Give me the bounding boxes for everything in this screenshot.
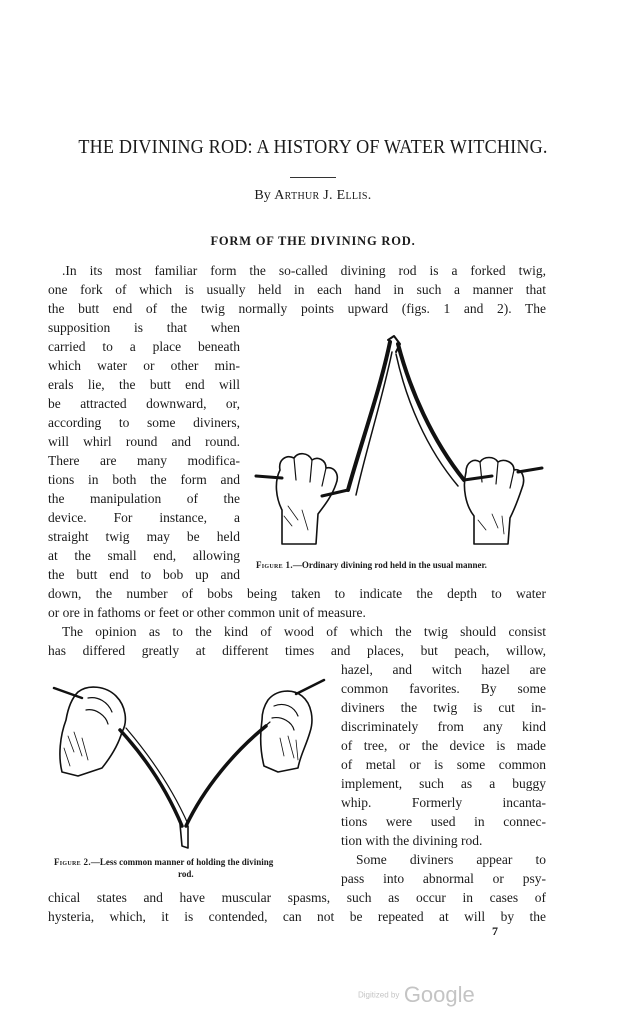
text-line: erals lie, the butt end will [48, 377, 240, 392]
text-line: has differed greatly at different times and places, but peach, willow, [48, 643, 546, 658]
text-line: Some diviners appear to [356, 852, 546, 867]
text-line: whip. Formerly incanta- [341, 795, 546, 810]
text-line: down, the number of bobs being taken to indicate the depth to water [48, 586, 546, 601]
article-title: THE DIVINING ROD: A HISTORY OF WATER WITCHING. [78, 137, 548, 158]
text-line: .In its most familiar form the so-called divining rod is a forked twig, [62, 263, 546, 278]
digitized-watermark [358, 982, 475, 1008]
page-number: 7 [492, 924, 498, 938]
text-line: of tree, or the device is made [341, 738, 546, 753]
text-line: tions in both the form and [48, 472, 240, 487]
text-line: There are many modifica- [48, 453, 240, 468]
figure-1-caption [256, 560, 487, 570]
text-line: pass into abnormal or psy- [341, 871, 546, 886]
title-rule [290, 177, 336, 178]
text-line: or ore in fathoms or feet or other common unit of measure. [48, 605, 366, 620]
text-line: device. For instance, a [48, 510, 240, 525]
figure-2-illustration [48, 676, 332, 856]
text-line: which water or other min- [48, 358, 240, 373]
figure-1-text: —Ordinary divining rod held in the usual manner. [292, 560, 487, 570]
text-line: diviners the twig is cut in- [341, 700, 546, 715]
watermark-small-text: Digitized by [358, 990, 400, 1000]
text-line: the manipulation of the [48, 491, 240, 506]
text-line: supposition is that when [48, 320, 240, 335]
text-line: common favorites. By some [341, 681, 546, 696]
text-line: be attracted downward, or, [48, 396, 240, 411]
text-line: the butt end to bob up and [48, 567, 240, 582]
figure-2-label: Figure 2. [54, 857, 91, 867]
figure-1-label: Figure 1. [256, 560, 293, 570]
section-heading: FORM OF THE DIVINING ROD. [210, 234, 416, 248]
text-line: tions were used in connec- [341, 814, 546, 829]
text-line: of metal or is some common [341, 757, 546, 772]
text-line: The opinion as to the kind of wood of which the twig should consist [62, 624, 546, 639]
watermark-logo-text: Google [403, 982, 475, 1007]
text-line: will whirl round and round. [48, 434, 240, 449]
byline [0, 188, 626, 204]
figure-2-caption-line-2: rod. [178, 869, 194, 879]
text-line: discriminately from any kind [341, 719, 546, 734]
text-line: according to some diviners, [48, 415, 240, 430]
text-line: implement, such as a buggy [341, 776, 546, 791]
text-line: hysteria, which, it is contended, can not be repeated at will by the [48, 909, 546, 924]
text-line: one fork of which is usually held in each hand in such a manner that [48, 282, 546, 297]
text-line: at the small end, allowing [48, 548, 240, 563]
text-line: the butt end of the twig normally points upward (figs. 1 and 2). The [48, 301, 546, 316]
text-line: chical states and have muscular spasms, such as occur in cases of [48, 890, 546, 905]
figure-2-text: —Less common manner of holding the divining [90, 857, 274, 867]
byline-prefix: By [254, 188, 275, 203]
author-name: Arthur J. Ellis. [274, 188, 372, 203]
figure-1-illustration [252, 330, 548, 560]
text-line: hazel, and witch hazel are [341, 662, 546, 677]
figure-2-caption [54, 857, 273, 867]
text-line: straight twig may be held [48, 529, 240, 544]
text-line: carried to a place beneath [48, 339, 240, 354]
text-line: tion with the divining rod. [341, 833, 483, 848]
